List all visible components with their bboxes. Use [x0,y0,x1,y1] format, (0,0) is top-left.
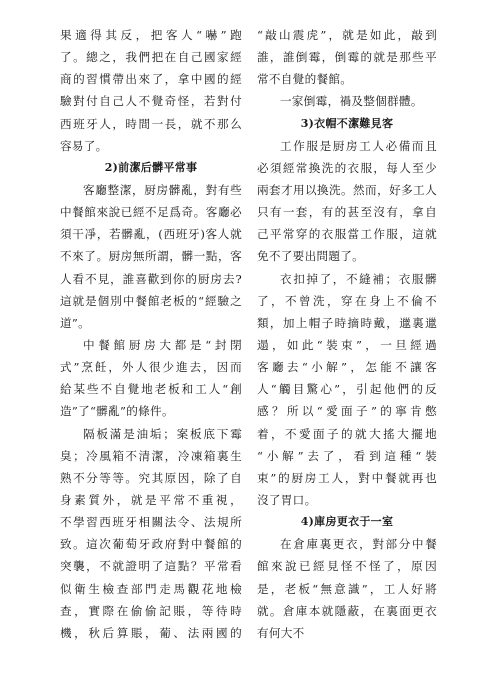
text-line: 類，加上帽子時摘時戴，邋裏邋 [257,315,437,330]
text-line: 是，老板“無意識”，工人好將 [257,581,437,596]
text-line: 人看不見，誰喜歡到你的厨房去? [60,271,242,286]
text-line: 客廳去“小解”，怎能不讓客 [257,360,437,375]
text-line: 果適得其反，把客人“嚇”跑 [60,28,242,42]
text-line: 工作服是厨房工人必備而且 [280,138,437,153]
text-line: 了。總之，我們把在自己國家經 [60,50,242,65]
text-line: 驗對付自己人不覺奇怪，若對付 [60,94,242,109]
text-line: 式”烹飪，外人很少進去，因而 [60,360,242,375]
text-line: 兩套才用以換洗。然而，好多工人 [257,182,437,197]
text-line: 己平常穿的衣服當工作服，這就 [257,227,437,242]
text-line: 人“觸目驚心”，引起他們的反 [257,382,437,397]
text-line: 商的習慣帶出來了，拿中國的經 [60,72,242,87]
text-line: 道”。 [60,315,91,330]
section-heading: 4)庫房更衣于一室 [300,515,394,529]
text-line: 在倉庫裏更衣，對部分中餐 [280,537,437,552]
left-text-column [60,24,242,644]
text-line: “敲山震虎”，就是如此，敲到 [257,28,437,42]
text-line: 造”了“髒亂”的條件。 [60,404,174,419]
text-line: 突襲，不就證明了這點？平常看 [60,559,242,574]
text-line: 沒了胃口。 [257,492,317,507]
text-line: 客廳整潔，厨房髒亂，對有些 [83,182,242,197]
text-line: 身素質外，就是平常不重視， [60,492,242,507]
text-line: 機，秋后算賬，葡、法兩國的 [60,625,242,640]
text-line: 西班牙人，時間一長，就不那么 [60,116,242,131]
text-line: 感？所以“愛面子”的寧肯憋 [257,404,437,419]
text-line: 館來說已經見怪不怪了，原因 [257,559,437,574]
text-line: 熟不分等等。究其原因，除了自 [60,470,242,485]
text-line: 中餐館厨房大都是“封閉 [83,337,242,352]
text-line: 中餐館來說已經不足爲奇。客廳必 [60,205,242,220]
text-line: 隔板滿是油垢；案板底下霉 [83,426,242,441]
section-heading: 2)前潔后髒平常事 [104,160,198,174]
text-line: 這就是個別中餐館老板的“經驗之 [60,293,242,308]
text-line: 須干凈，若髒亂，(西班牙)客人就 [60,227,242,242]
section-heading: 3)衣帽不潔難見客 [300,116,394,130]
text-line: 着，不愛面子的就大搖大擺地 [257,426,437,441]
text-line: 不學習西班牙相關法令、法規所 [60,515,242,530]
text-line: 有何大不 [257,625,305,640]
text-line: 一家倒霉，禍及整個群體。 [280,94,423,109]
text-line: 免不了要出問題了。 [257,249,365,264]
text-line: 遢，如此“裝束”，一旦經過 [257,337,437,352]
text-line: 致。這次葡萄牙政府對中餐館的 [60,537,242,552]
text-line: 似衛生檢查部門走馬觀花地檢 [60,581,242,596]
text-line: 衣扣掉了，不縫補；衣服髒 [280,271,437,286]
text-line: 查，實際在偷偷記賬，等待時 [60,603,242,618]
text-line: 必須經常換洗的衣服，每人至少 [257,160,437,175]
text-line: 臭；冷風箱不清潔，冷凍箱裏生 [60,448,242,463]
right-text-column [257,24,437,644]
text-line: 給某些不自覺地老板和工人“創 [60,382,242,397]
text-line: 了，不曾洗，穿在身上不倫不 [257,293,437,308]
text-line: 誰，誰倒霉，倒霉的就是那些平 [257,50,437,65]
text-line: “小解”去了，看到這種“裝 [257,448,437,463]
text-line: 不來了。厨房無所謂，髒一點，客 [60,249,242,264]
text-line: 束”的厨房工人，對中餐就再也 [257,470,437,485]
text-line: 容易了。 [60,138,108,153]
text-line: 只有一套，有的甚至沒有，拿自 [257,205,437,220]
text-line: 就。倉庫本就隱蔽，在裏面更衣 [257,603,437,618]
text-line: 常不自覺的餐館。 [257,72,353,87]
